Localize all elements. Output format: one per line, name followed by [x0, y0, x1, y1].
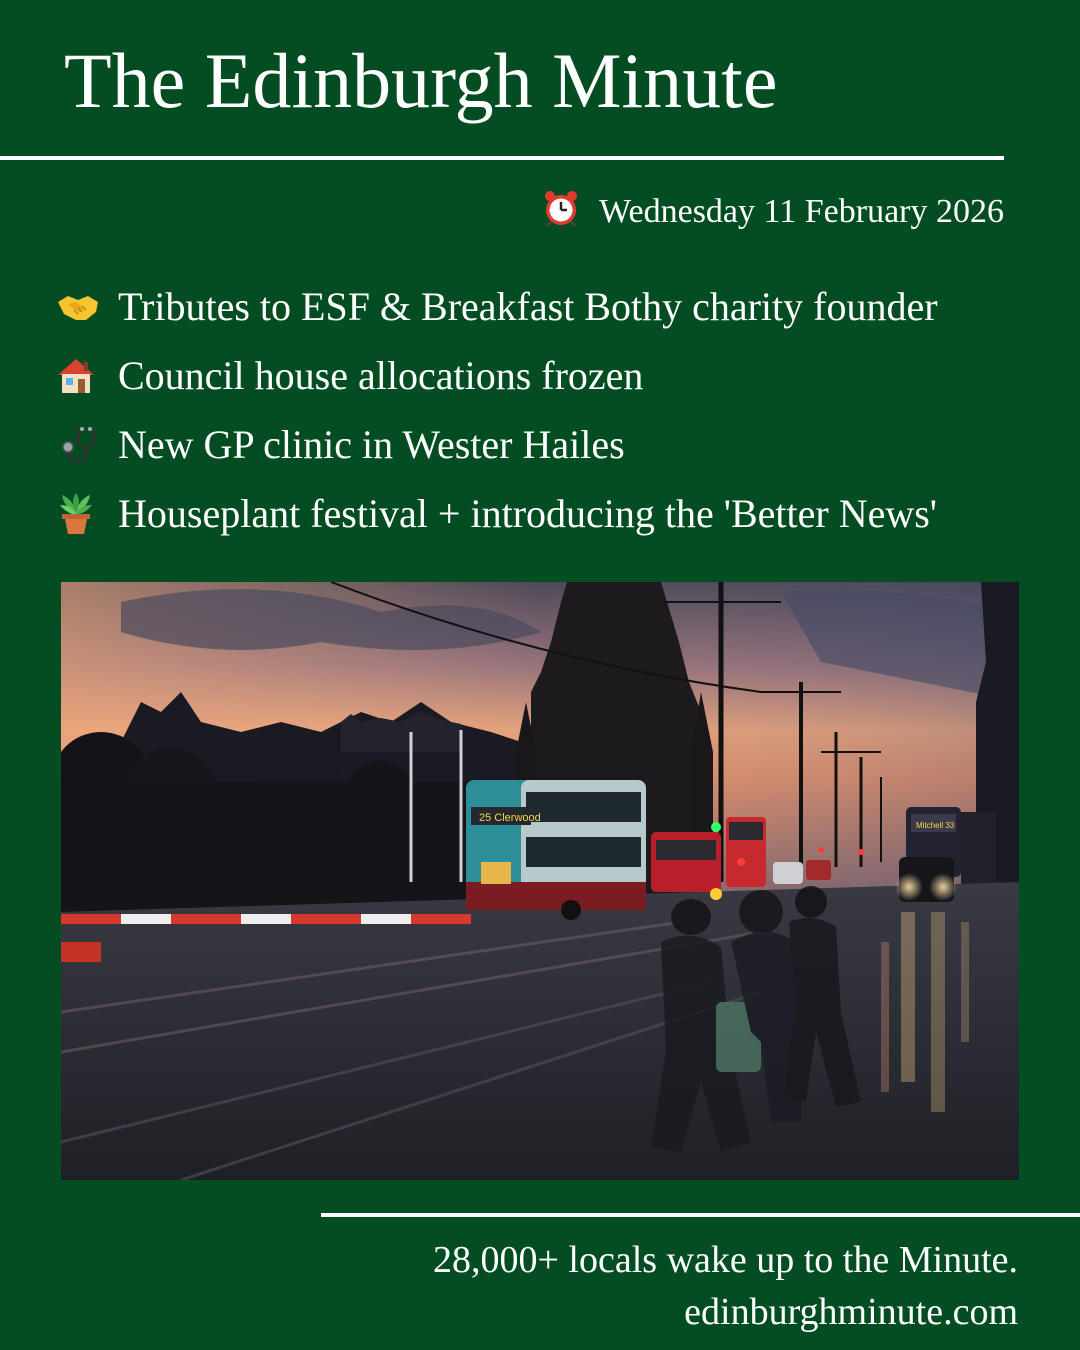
issue-date — [541, 190, 1004, 234]
headline-text: Tributes to ESF & Breakfast Bothy charity founder — [118, 283, 938, 329]
date-text: Wednesday 11 February 2026 — [599, 193, 1004, 230]
potted-plant-icon — [56, 493, 118, 535]
top-divider — [0, 156, 1004, 160]
headline-item[interactable] — [56, 341, 1066, 410]
house-icon — [56, 357, 118, 395]
headline-text: Houseplant festival + introducing the 'Better News' — [118, 490, 938, 536]
handshake-icon — [56, 290, 118, 324]
bus-destination-sign-2: Mitchell 33 — [916, 821, 955, 830]
headline-item[interactable] — [56, 272, 1066, 341]
headline-item[interactable] — [56, 479, 1066, 548]
masthead-title: The Edinburgh Minute — [64, 37, 778, 124]
stethoscope-icon — [56, 425, 118, 465]
headline-text: Council house allocations frozen — [118, 352, 644, 398]
subscriber-tagline: 28,000+ locals wake up to the Minute. — [433, 1239, 1018, 1281]
headline-list — [56, 272, 1066, 548]
website-link[interactable]: edinburghminute.com — [684, 1291, 1018, 1333]
bottom-divider — [321, 1213, 1080, 1217]
headline-text: New GP clinic in Wester Hailes — [118, 421, 625, 467]
alarm-clock-icon — [541, 188, 581, 237]
featured-photo — [61, 582, 1019, 1180]
headline-item[interactable] — [56, 410, 1066, 479]
bus-destination-sign: 25 Clerwood — [479, 812, 541, 824]
